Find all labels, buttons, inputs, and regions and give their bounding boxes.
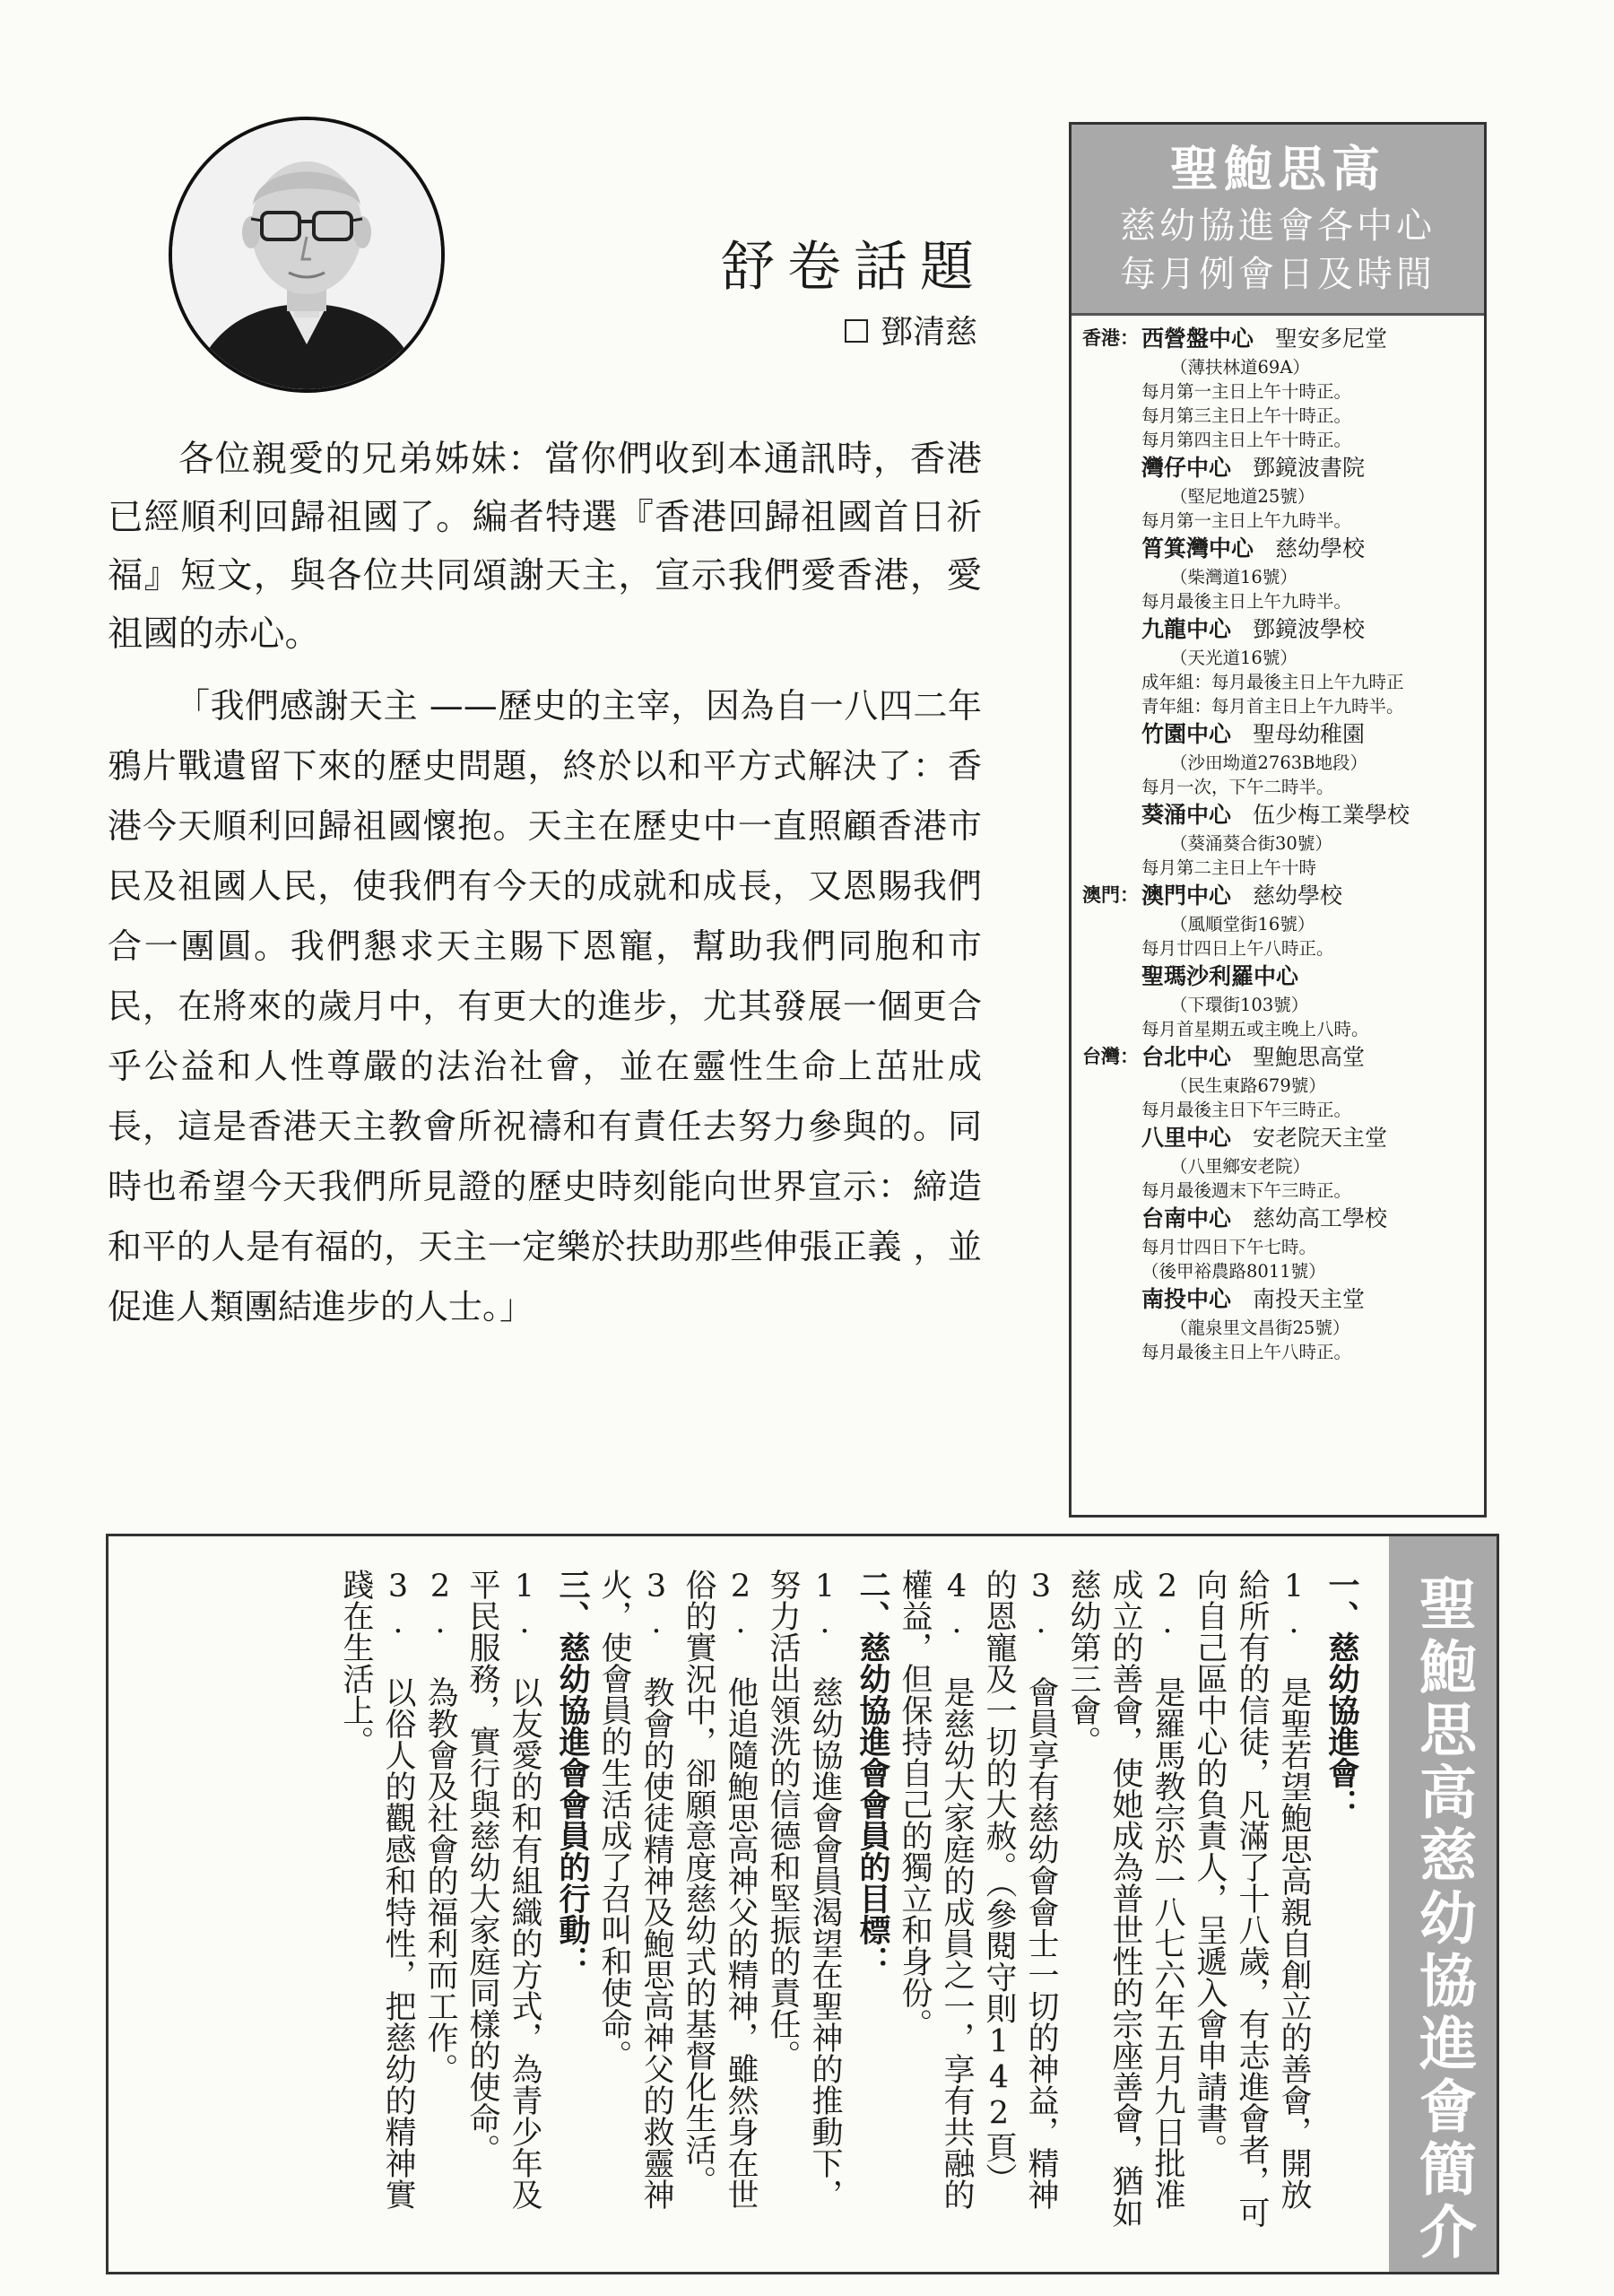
center-entry — [1141, 613, 1477, 718]
center-venue: 慈幼學校 — [1253, 883, 1343, 909]
center-address: （薄扶林道69A） — [1170, 357, 1310, 378]
region-label: 澳門： — [1082, 884, 1139, 906]
center-venue: 南投天主堂 — [1253, 1286, 1366, 1312]
center-name-row — [1141, 323, 1477, 355]
center-schedule: 每月第一主日上午九時半。 — [1141, 510, 1352, 531]
center-name: 筲箕灣中心 — [1141, 535, 1254, 561]
center-name: 葵涌中心 — [1141, 802, 1232, 828]
center-name-row — [1141, 533, 1477, 565]
center-schedule: 每月最後主日上午九時半。 — [1141, 591, 1352, 612]
center-schedule: 每月首星期五或主晚上八時。 — [1141, 1019, 1369, 1039]
center-schedule: 每月最後主日下午三時正。 — [1141, 1100, 1352, 1120]
center-venue: 聖鮑思高堂 — [1253, 1044, 1366, 1070]
sidebar-title: 聖鮑思高 — [1170, 141, 1385, 197]
byline — [762, 307, 977, 352]
section-item: 1. 以友愛的和有組織的方式，為青少年及平民服務，實行與慈幼大家庭同樣的使命。 — [464, 1569, 542, 2210]
center-name: 九龍中心 — [1141, 616, 1232, 642]
center-schedule: 每月最後週末下午三時正。 — [1141, 1180, 1352, 1201]
region-taiwan — [1082, 1041, 1477, 1364]
square-box-icon — [845, 319, 868, 343]
section-item: 3. 教會的使徒精神及鮑思高神父的救靈神火，使會員的生活成了召叫和使命。 — [596, 1569, 674, 2210]
center-name: 八里中心 — [1141, 1125, 1232, 1151]
center-schedule: 每月廿四日下午七時。 — [1141, 1237, 1317, 1257]
section-item: 2. 他追隨鮑思高神父的精神，雖然身在世俗的實況中，卻願意度慈幼式的基督化生活。 — [681, 1569, 759, 2210]
section-item: 2. 是羅馬教宗於一八七六年五月九日批准成立的善會，使她成為普世性的宗座善會，猶如慈幼第三會。 — [1065, 1569, 1185, 2228]
center-schedule: 每月廿四日上午八時正。 — [1141, 938, 1334, 959]
center-name-row — [1141, 613, 1477, 646]
center-name: 南投中心 — [1141, 1286, 1232, 1312]
region-label: 香港： — [1082, 327, 1139, 349]
center-name: 台北中心 — [1141, 1044, 1232, 1070]
center-schedule: 每月第三主日上午十時正。 — [1141, 405, 1352, 426]
section-heading: 三、慈幼協進會會員的行動： — [554, 1569, 590, 1977]
section-item: 2. 為教會及社會的福利而工作。 — [422, 1569, 458, 2084]
article-quote: 「我們感謝天主 ——歷史的主宰，因為自一八四二年鴉片戰遺留下來的歷史問題，終於以和平方式解決了：香港今天順利回歸祖國懷抱。天主在歷史中一直照顧香港市民及祖國人民，使我們有今天的成就和成長，又恩賜我們合一團圓。我們懇求天主賜下恩寵，幫助我們同胞和市民，在將來的歲月中，有更大的進步，尤其發展一個更合乎公益和人性尊嚴的法治社會，並在靈性生命上茁壯成長，這是香港天主教會所祝禱和有責任去努力參與的。同時也希望今天我們所見證的歷史時刻能向世界宣示：締造和平的人是有福的，天主一定樂於扶助那些伸張正義 ，並促進人類團結進步的人士。」 — [108, 686, 982, 1326]
center-address: （沙田坳道2763B地段） — [1170, 752, 1367, 773]
center-name: 灣仔中心 — [1141, 455, 1232, 481]
center-entry — [1141, 961, 1477, 1041]
center-address: （下環街103號） — [1170, 995, 1309, 1015]
article-body — [108, 430, 982, 1337]
section-heading: 二、慈幼協進會會員的目標： — [855, 1569, 890, 1977]
center-schedule: 成年組：每月最後主日上午九時正 — [1141, 672, 1404, 692]
center-entry — [1141, 718, 1477, 799]
center-address: （堅尼地道25號） — [1170, 486, 1315, 507]
intro-box-title: 聖鮑思高慈幼協進會簡介 — [1389, 1536, 1497, 2272]
center-entry — [1141, 1122, 1477, 1203]
section-item: 1. 是聖若望鮑思高親自創立的善會，開放給所有的信徒，凡滿了十八歲，有志進會者，可向自己區中心的負責人，呈遞入會申請書。 — [1192, 1569, 1312, 2228]
center-venue: 鄧鏡波學校 — [1253, 616, 1366, 642]
author-portrait — [169, 117, 445, 393]
center-address: （葵涌葵合街30號） — [1170, 833, 1332, 854]
column-title: 舒卷話題 — [721, 236, 986, 299]
center-name: 西營盤中心 — [1141, 326, 1254, 352]
center-schedule: 每月第二主日上午十時 — [1141, 857, 1317, 878]
center-name: 竹園中心 — [1141, 721, 1232, 747]
center-entry — [1141, 1041, 1477, 1122]
article-intro: 各位親愛的兄弟姊妹：當你們收到本通訊時，香港已經順利回歸祖國了。編者特選『香港回歸祖國首日祈福』短文，與各位共同頌謝天主，宣示我們愛香港，愛祖國的赤心。 — [108, 439, 982, 655]
region-macau — [1082, 880, 1477, 1041]
author-name: 鄧清慈 — [880, 314, 977, 351]
center-entry — [1141, 323, 1477, 452]
section-item: 3. 以俗人的觀感和特性，把慈幼的精神實踐在生活上。 — [338, 1569, 416, 2210]
center-entry — [1141, 452, 1477, 533]
center-venue: 伍少梅工業學校 — [1253, 802, 1410, 828]
center-name-row — [1141, 961, 1477, 993]
center-address: （八里鄉安老院） — [1170, 1156, 1311, 1177]
center-venue: 鄧鏡波書院 — [1253, 455, 1366, 481]
center-schedule: 青年組：每月首主日上午九時半。 — [1141, 696, 1404, 717]
portrait-image — [172, 120, 441, 389]
center-venue: 聖母幼稚園 — [1253, 721, 1366, 747]
center-entry — [1141, 1283, 1477, 1364]
center-name: 台南中心 — [1141, 1205, 1232, 1231]
center-address: （柴灣道16號） — [1170, 567, 1297, 587]
center-name-row — [1141, 799, 1477, 831]
section-item: 3. 會員享有慈幼會會士一切的神益，精神的恩寵及一切的大赦。（參閱守則142頁） — [981, 1569, 1059, 2210]
center-address: （龍泉里文昌街25號） — [1170, 1318, 1350, 1338]
center-name-row — [1141, 880, 1477, 912]
section-item: 4. 是慈幼大家庭的成員之一，享有共融的權益，但保持自己的獨立和身份。 — [897, 1569, 975, 2210]
center-entry — [1141, 1203, 1477, 1283]
intro-box-text — [223, 1569, 1362, 2237]
section-heading: 一、慈幼協進會： — [1323, 1569, 1359, 1820]
center-name-row — [1141, 1041, 1477, 1074]
center-entry — [1141, 880, 1477, 961]
center-venue: 安老院天主堂 — [1253, 1125, 1388, 1151]
center-name: 澳門中心 — [1141, 883, 1232, 909]
center-name-row — [1141, 1122, 1477, 1154]
center-address: （風順堂街16號） — [1170, 914, 1315, 935]
center-venue: 聖安多尼堂 — [1275, 326, 1388, 352]
center-name-row — [1141, 1283, 1477, 1316]
sidebar-body — [1072, 316, 1484, 1364]
center-name-row — [1141, 718, 1477, 751]
sidebar-subtitle-1: 慈幼協進會各中心 — [1120, 205, 1436, 247]
sidebar-subtitle-2: 每月例會日及時間 — [1120, 254, 1436, 295]
center-venue: 慈幼高工學校 — [1253, 1205, 1388, 1231]
sidebar-header — [1072, 125, 1484, 316]
region-hongkong — [1082, 323, 1477, 880]
region-label: 台灣： — [1082, 1046, 1139, 1067]
center-schedule: 每月第四主日上午十時正。 — [1141, 430, 1352, 450]
association-intro-box — [106, 1534, 1499, 2274]
center-address: （天光道16號） — [1170, 648, 1297, 668]
center-address: （民生東路679號） — [1170, 1075, 1326, 1096]
section-item: 1. 慈幼協進會會員渴望在聖神的推動下，努力活出領洗的信德和堅振的責任。 — [765, 1569, 843, 2210]
center-name: 聖瑪沙利羅中心 — [1141, 963, 1299, 989]
center-schedule: 每月最後主日上午八時正。 — [1141, 1342, 1352, 1362]
meeting-schedule-sidebar — [1069, 122, 1487, 1518]
center-venue: 慈幼學校 — [1275, 535, 1366, 561]
center-entry — [1141, 799, 1477, 880]
center-schedule: （後甲裕農路8011號） — [1141, 1261, 1326, 1282]
center-schedule: 每月第一主日上午十時正。 — [1141, 381, 1352, 402]
center-entry — [1141, 533, 1477, 613]
center-name-row — [1141, 452, 1477, 484]
center-name-row — [1141, 1203, 1477, 1235]
center-schedule: 每月一次，下午二時半。 — [1141, 777, 1334, 797]
